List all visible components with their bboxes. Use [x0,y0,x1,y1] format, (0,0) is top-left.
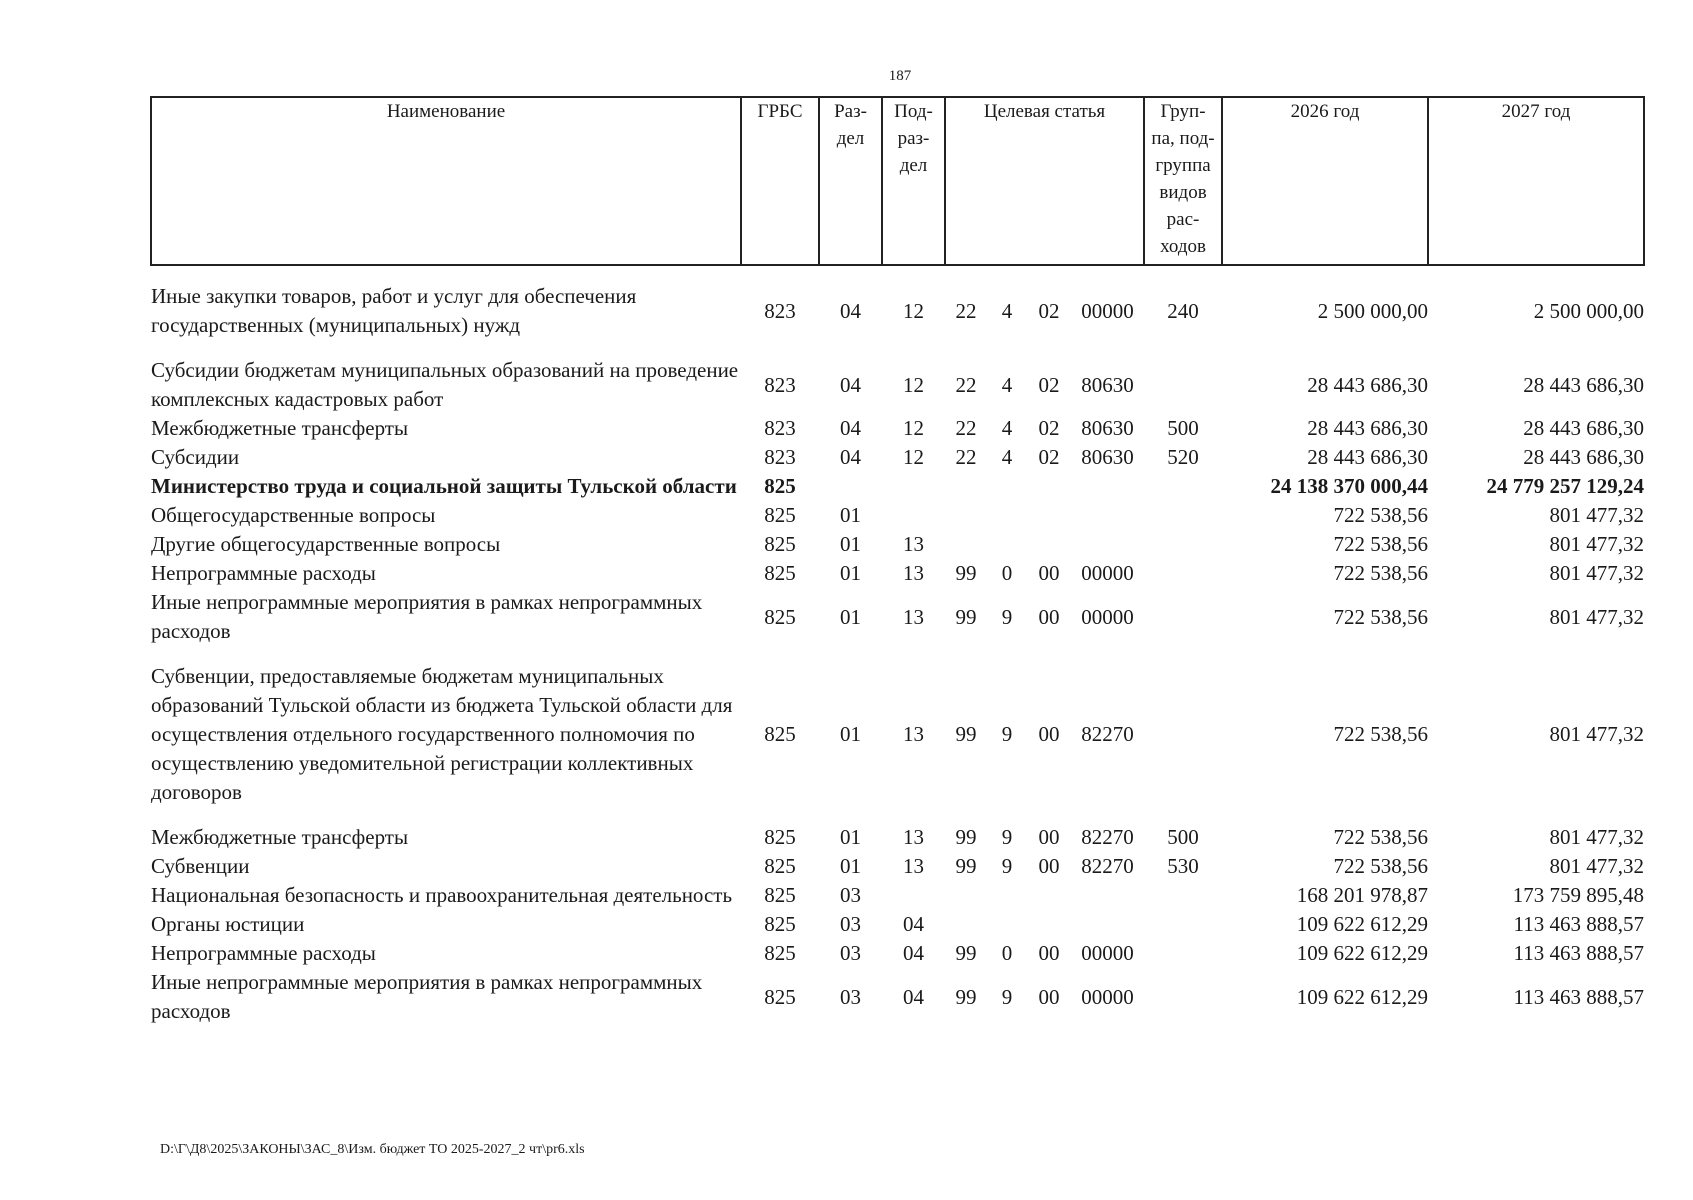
cell-target-type: 4 [1001,445,1013,469]
row-spacer [151,807,1644,823]
cell-expense-group [1144,910,1222,939]
cell-amount-2026: 722 538,56 [1333,503,1429,527]
cell-name: Межбюджетные трансферты [151,825,409,849]
cell-expense-group [1144,968,1222,1026]
cell-podrazdel: 13 [903,854,924,878]
cell-target-direction: 00000 [1081,941,1134,965]
budget-table [150,96,1645,1026]
cell-grbs: 825 [764,984,796,1009]
header-name: Наименование [151,97,741,265]
cell-amount-2026: 24 138 370 000,44 [1270,474,1429,498]
cell-razdel: 01 [840,604,861,629]
cell-amount-2027: 801 477,32 [1549,532,1645,556]
cell-amount-2026: 722 538,56 [1333,561,1429,585]
row-spacer [151,646,1644,662]
cell-target-program [945,881,987,910]
cell-expense-group [1144,356,1222,414]
cell-target-direction [1071,472,1144,501]
cell-target-subprogram: 02 [1038,372,1060,397]
cell-grbs: 825 [764,532,796,556]
cell-razdel: 01 [840,503,861,527]
cell-target-direction [1071,501,1144,530]
header-grbs: ГРБС [741,97,819,265]
cell-amount-2027: 801 477,32 [1549,561,1645,585]
cell-razdel: 03 [840,941,861,965]
cell-expense-group: 530 [1167,854,1199,878]
table-row [151,282,1644,340]
table-row [151,968,1644,1026]
cell-target-program: 99 [955,984,977,1009]
cell-amount-2026: 28 443 686,30 [1307,445,1429,469]
cell-target-direction: 80630 [1081,445,1134,469]
cell-amount-2027: 801 477,32 [1549,604,1645,629]
cell-target-type: 9 [1001,854,1013,878]
cell-amount-2027: 113 463 888,57 [1513,984,1645,1009]
cell-amount-2027: 28 443 686,30 [1523,416,1645,440]
cell-amount-2026: 722 538,56 [1333,722,1429,746]
cell-amount-2027: 28 443 686,30 [1523,445,1645,469]
cell-target-type [987,472,1027,501]
cell-target-subprogram [1027,530,1071,559]
cell-target-subprogram: 02 [1038,416,1060,440]
cell-target-type: 9 [1001,825,1013,849]
cell-amount-2027: 28 443 686,30 [1523,372,1645,397]
cell-amount-2027: 113 463 888,57 [1513,941,1645,965]
cell-grbs: 825 [764,825,796,849]
cell-target-subprogram: 00 [1038,825,1060,849]
cell-podrazdel: 13 [903,561,924,585]
cell-razdel: 04 [840,372,861,397]
header-podrazdel: Под- раз- дел [882,97,945,265]
table-row [151,881,1644,910]
cell-grbs: 823 [764,416,796,440]
cell-target-program [945,530,987,559]
cell-target-direction: 82270 [1081,854,1134,878]
table-row [151,823,1644,852]
cell-razdel [819,472,882,501]
header-razdel: Раз- дел [819,97,882,265]
cell-grbs: 825 [764,883,796,907]
cell-target-program [945,501,987,530]
footer-file-path: D:\Г\Д8\2025\ЗАКОНЫ\ЗАС_8\Изм. бюджет ТО 2025-2027_2 чт\pr6.xls [160,1142,585,1157]
cell-razdel: 01 [840,532,861,556]
cell-razdel: 04 [840,445,861,469]
cell-name: Иные закупки товаров, работ и услуг для обеспечения государственных (муниципальных) нужд [151,284,637,337]
cell-target-subprogram [1027,881,1071,910]
cell-target-direction: 00000 [1081,984,1134,1009]
cell-target-subprogram: 02 [1038,298,1060,323]
cell-podrazdel: 13 [903,532,924,556]
cell-target-program: 99 [955,825,977,849]
cell-razdel: 01 [840,825,861,849]
page-number: 187 [888,68,912,84]
cell-target-direction [1071,881,1144,910]
cell-target-program: 22 [955,298,977,323]
table-header-row [151,97,1644,265]
cell-expense-group [1144,501,1222,530]
cell-expense-group [1144,662,1222,807]
cell-target-type: 9 [1001,722,1013,746]
cell-name: Национальная безопасность и правоохранительная деятельность [151,883,733,907]
cell-target-direction [1071,910,1144,939]
cell-target-direction: 00000 [1081,298,1134,323]
cell-target-subprogram: 00 [1038,854,1060,878]
row-spacer [151,340,1644,356]
header-target-article: Целевая статья [945,97,1144,265]
cell-amount-2026: 109 622 612,29 [1296,984,1429,1009]
cell-amount-2027: 801 477,32 [1549,854,1645,878]
cell-target-direction: 00000 [1081,561,1134,585]
cell-podrazdel: 04 [903,941,924,965]
cell-razdel: 04 [840,298,861,323]
cell-name: Субсидии бюджетам муниципальных образований на проведение комплексных кадастровых работ [151,358,739,411]
cell-razdel: 01 [840,722,861,746]
table-row [151,559,1644,588]
cell-grbs: 825 [764,854,796,878]
cell-target-program: 99 [955,941,977,965]
cell-amount-2026: 109 622 612,29 [1296,912,1429,936]
cell-name: Субвенции, предоставляемые бюджетам муниципальных образований Тульской области из бюджета Тульской области для осуществления отдельного государственного полномочия по осуществлению уведомительной регистрации коллективных договоров [151,664,733,804]
cell-amount-2026: 109 622 612,29 [1296,941,1429,965]
header-expense-group: Груп- па, под- группа видов рас- ходов [1144,97,1222,265]
cell-target-subprogram: 00 [1038,604,1060,629]
cell-target-type [987,881,1027,910]
cell-target-direction: 80630 [1081,372,1134,397]
cell-grbs: 825 [764,941,796,965]
cell-expense-group [1144,588,1222,646]
cell-grbs: 823 [764,298,796,323]
cell-podrazdel: 13 [903,825,924,849]
cell-target-direction [1071,530,1144,559]
cell-grbs: 825 [764,474,796,498]
cell-target-type: 0 [1001,941,1013,965]
cell-target-type: 0 [1001,561,1013,585]
cell-expense-group [1144,530,1222,559]
cell-razdel: 03 [840,984,861,1009]
cell-target-type: 4 [1001,298,1013,323]
cell-target-program [945,472,987,501]
cell-target-program: 99 [955,722,977,746]
cell-amount-2027: 173 759 895,48 [1512,883,1645,907]
cell-amount-2026: 722 538,56 [1333,854,1429,878]
cell-name: Субвенции [151,854,250,878]
cell-amount-2026: 28 443 686,30 [1307,416,1429,440]
table-row [151,939,1644,968]
table-row [151,910,1644,939]
cell-grbs: 823 [764,445,796,469]
table-body [151,282,1644,1026]
cell-name: Иные непрограммные мероприятия в рамках непрограммных расходов [151,970,703,1023]
cell-target-type [987,530,1027,559]
cell-target-subprogram [1027,910,1071,939]
cell-name: Органы юстиции [151,912,305,936]
cell-name: Непрограммные расходы [151,941,376,965]
cell-target-program: 99 [955,854,977,878]
cell-amount-2026: 722 538,56 [1333,604,1429,629]
cell-expense-group [1144,881,1222,910]
table-row [151,472,1644,501]
cell-podrazdel: 04 [903,912,924,936]
table-row [151,501,1644,530]
cell-name: Иные непрограммные мероприятия в рамках непрограммных расходов [151,590,703,643]
cell-amount-2026: 722 538,56 [1333,532,1429,556]
cell-amount-2027: 801 477,32 [1549,503,1645,527]
table-row [151,852,1644,881]
header-year-2026: 2026 год [1222,97,1428,265]
table-row [151,662,1644,807]
cell-expense-group: 500 [1167,825,1199,849]
cell-target-subprogram: 00 [1038,722,1060,746]
cell-target-program: 99 [955,604,977,629]
cell-podrazdel [882,472,945,501]
cell-expense-group: 240 [1167,298,1199,323]
cell-amount-2027: 801 477,32 [1549,825,1645,849]
cell-amount-2026: 28 443 686,30 [1307,372,1429,397]
cell-podrazdel: 13 [903,604,924,629]
header-year-2027: 2027 год [1428,97,1644,265]
cell-target-program: 99 [955,561,977,585]
cell-target-type [987,501,1027,530]
cell-target-subprogram: 02 [1038,445,1060,469]
cell-target-type: 9 [1001,604,1013,629]
cell-podrazdel: 13 [903,722,924,746]
cell-podrazdel: 12 [903,372,924,397]
cell-target-subprogram [1027,472,1071,501]
cell-grbs: 825 [764,722,796,746]
cell-name: Субсидии [151,445,240,469]
cell-name: Общегосударственные вопросы [151,503,436,527]
cell-expense-group [1144,939,1222,968]
cell-target-type [987,910,1027,939]
cell-podrazdel: 12 [903,298,924,323]
cell-amount-2026: 2 500 000,00 [1317,298,1429,323]
cell-target-subprogram [1027,501,1071,530]
table-row [151,443,1644,472]
cell-target-type: 4 [1001,416,1013,440]
cell-target-direction: 80630 [1081,416,1134,440]
cell-grbs: 825 [764,912,796,936]
cell-razdel: 03 [840,883,861,907]
cell-target-program [945,910,987,939]
cell-amount-2026: 722 538,56 [1333,825,1429,849]
cell-podrazdel: 12 [903,416,924,440]
cell-target-subprogram: 00 [1038,561,1060,585]
cell-target-program: 22 [955,416,977,440]
table-row [151,414,1644,443]
cell-target-subprogram: 00 [1038,984,1060,1009]
cell-grbs: 825 [764,503,796,527]
cell-expense-group: 520 [1167,445,1199,469]
cell-podrazdel: 04 [903,984,924,1009]
cell-target-direction: 82270 [1081,825,1134,849]
cell-amount-2027: 113 463 888,57 [1513,912,1645,936]
cell-expense-group [1144,559,1222,588]
cell-podrazdel: 12 [903,445,924,469]
cell-name: Министерство труда и социальной защиты Тульской области [151,474,737,498]
cell-amount-2027: 24 779 257 129,24 [1486,474,1645,498]
table-row [151,530,1644,559]
cell-target-direction: 00000 [1081,604,1134,629]
cell-podrazdel [882,881,945,910]
cell-target-direction: 82270 [1081,722,1134,746]
cell-podrazdel [882,501,945,530]
table-row [151,588,1644,646]
cell-grbs: 825 [764,561,796,585]
cell-target-type: 9 [1001,984,1013,1009]
cell-target-subprogram: 00 [1038,941,1060,965]
cell-target-program: 22 [955,445,977,469]
cell-amount-2027: 2 500 000,00 [1533,298,1645,323]
cell-razdel: 04 [840,416,861,440]
cell-target-program: 22 [955,372,977,397]
table-row [151,356,1644,414]
cell-expense-group: 500 [1167,416,1199,440]
cell-name: Межбюджетные трансферты [151,416,409,440]
cell-grbs: 823 [764,372,796,397]
cell-name: Другие общегосударственные вопросы [151,532,501,556]
cell-razdel: 01 [840,854,861,878]
cell-expense-group [1144,472,1222,501]
cell-grbs: 825 [764,604,796,629]
cell-amount-2026: 168 201 978,87 [1296,883,1429,907]
cell-amount-2027: 801 477,32 [1549,722,1645,746]
cell-razdel: 01 [840,561,861,585]
cell-razdel: 03 [840,912,861,936]
cell-name: Непрограммные расходы [151,561,376,585]
cell-target-type: 4 [1001,372,1013,397]
